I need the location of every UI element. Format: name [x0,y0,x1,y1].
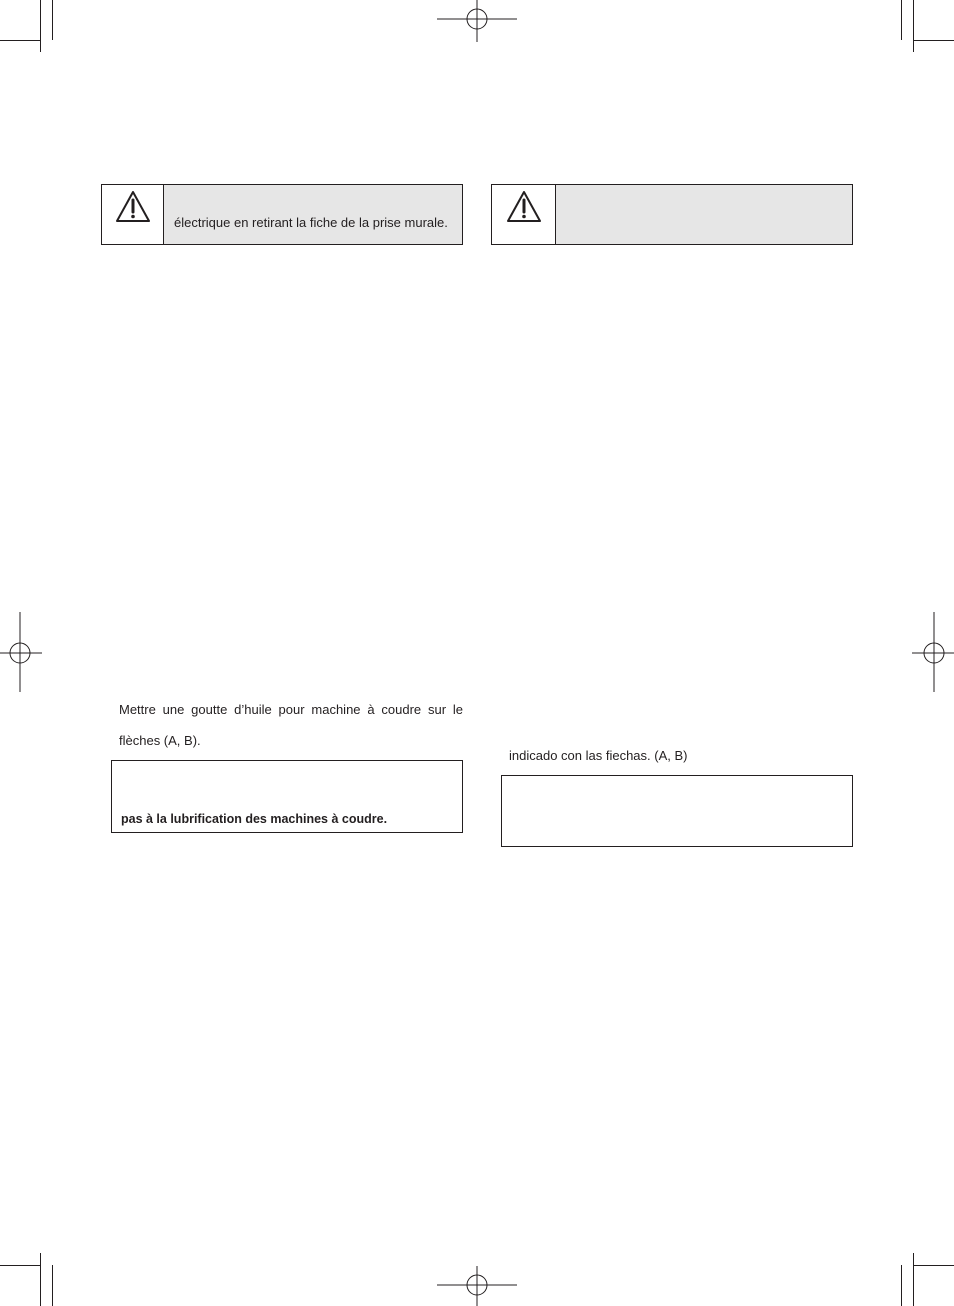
warning-text-area [164,185,462,244]
registration-mark-icon [437,1266,517,1306]
crop-mark [913,1253,914,1306]
note-box-left [111,760,463,833]
crop-mark [913,1265,954,1266]
warning-triangle-icon [492,185,556,244]
instruction-line: indicado con las fiechas. (A, B) [509,748,688,763]
crop-mark [52,1265,53,1306]
warning-text: électrique en retirant la fiche de la prise murale. [174,215,448,230]
instruction-line: Mettre une goutte d’huile pour machine à coudre sur le [119,702,463,717]
registration-mark-icon [437,0,517,42]
note-box-right [501,775,853,847]
crop-mark [901,0,902,40]
crop-mark [0,40,40,41]
registration-mark-icon [912,612,954,692]
crop-mark [901,1265,902,1306]
instruction-line: flèches (A, B). [119,733,201,748]
warning-box-left [101,184,463,245]
registration-mark-icon [0,612,42,692]
crop-mark [40,1253,41,1306]
crop-mark [913,0,914,52]
warning-text-area [556,185,852,244]
crop-mark [40,0,41,52]
warning-triangle-icon [102,185,164,244]
note-text: pas à la lubrification des machines à coudre. [121,812,388,826]
warning-box-right [491,184,853,245]
crop-mark [913,40,954,41]
crop-mark [52,0,53,40]
crop-mark [0,1265,40,1266]
